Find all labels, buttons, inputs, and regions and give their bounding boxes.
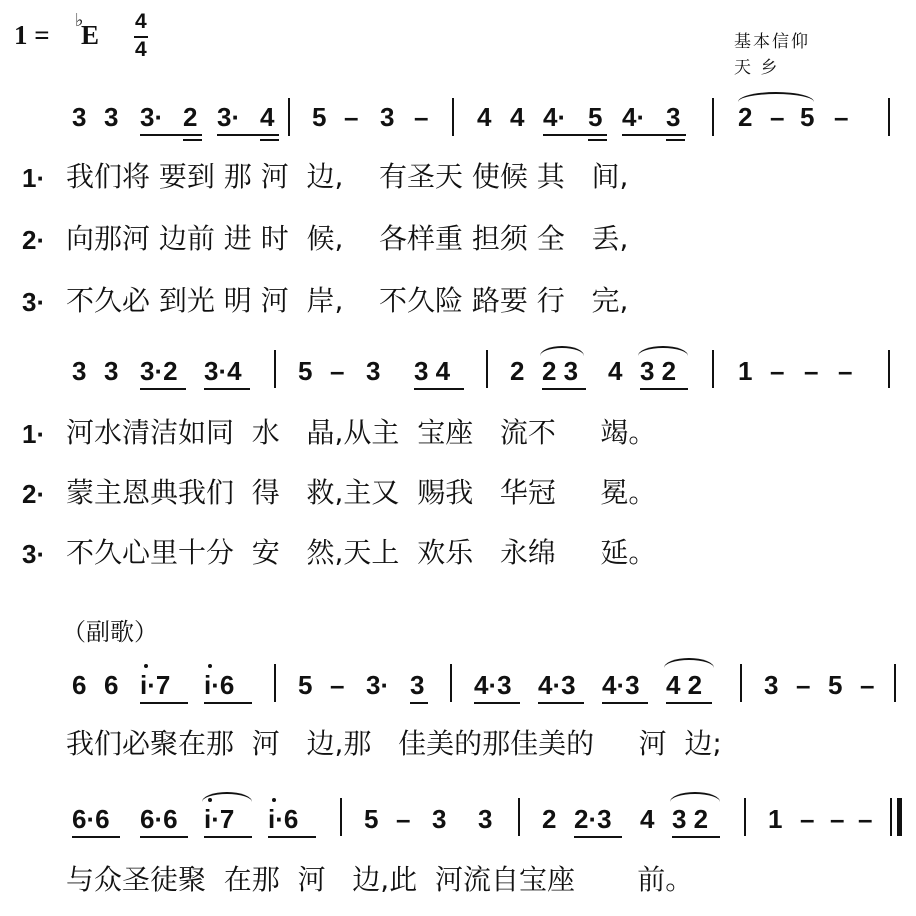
high-octave-dot — [208, 664, 212, 668]
underline-half — [183, 139, 202, 141]
verse-number: 1· — [22, 163, 46, 193]
note: 4· — [622, 102, 646, 132]
chorus-lyric-line: 与众圣徒聚 在那 河 边,此 河流自宝座 前。 — [66, 863, 694, 896]
note: 5 — [364, 804, 379, 834]
bar-line — [518, 798, 520, 836]
underline-beat — [666, 702, 712, 704]
slur-arc — [670, 792, 720, 802]
verse-number: 1· — [22, 419, 46, 449]
lyric-line: 向那河 边前 进 时 候, 各样重 担须 全 丢, — [66, 222, 629, 255]
underline-beat — [140, 134, 202, 136]
bar-line — [888, 350, 890, 388]
note: 6 — [72, 670, 87, 700]
key-signature-prefix: 1 = — [14, 20, 50, 50]
chorus-lyric-line: 我们必聚在那 河 边,那 佳美的那佳美的 河 边; — [66, 727, 722, 760]
dash: – — [800, 804, 815, 834]
dash: – — [858, 804, 873, 834]
underline-beat — [474, 702, 520, 704]
underline-beat — [640, 388, 688, 390]
dash: – — [796, 670, 811, 700]
time-signature-top: 4 — [135, 10, 147, 33]
underline-beat — [542, 388, 586, 390]
dash: – — [804, 356, 819, 386]
note: 2 — [738, 102, 753, 132]
lyric-line: 我们将 要到 那 河 边, 有圣天 使候 其 间, — [66, 160, 629, 193]
underline-beat — [268, 836, 316, 838]
underline-beat — [140, 836, 188, 838]
note: 3 — [72, 102, 87, 132]
note: 3· — [217, 102, 241, 132]
dash: – — [330, 356, 345, 386]
bar-line — [712, 98, 714, 136]
underline-beat — [602, 702, 648, 704]
note: 4 — [608, 356, 623, 386]
note: 5 — [588, 102, 603, 132]
lyric-line: 不久心里十分 安 然,天上 欢乐 永绵 延。 — [66, 536, 657, 569]
bar-line — [744, 798, 746, 836]
note: 3 — [666, 102, 681, 132]
time-signature-bottom: 4 — [135, 38, 147, 61]
note-group: 3 2 — [640, 356, 677, 386]
note-group: 2·3 — [574, 804, 612, 834]
underline-beat — [672, 836, 720, 838]
high-octave-dot — [144, 664, 148, 668]
note: 4 — [510, 102, 525, 132]
dash: – — [414, 102, 429, 132]
note-group: i·7 — [204, 804, 235, 834]
note: 4 — [260, 102, 275, 132]
slur-arc — [540, 346, 584, 356]
note: 3 — [104, 102, 119, 132]
underline-beat — [72, 836, 120, 838]
underline-half — [410, 702, 428, 704]
note-group: 4·3 — [474, 670, 512, 700]
underline-beat — [574, 836, 622, 838]
underline-beat — [217, 134, 279, 136]
bar-line — [288, 98, 290, 136]
note: 3 — [72, 356, 87, 386]
underline-beat — [414, 388, 464, 390]
dash: – — [396, 804, 411, 834]
bar-line — [450, 664, 452, 702]
note-group: 6·6 — [140, 804, 178, 834]
dash: – — [838, 356, 853, 386]
final-bar-thick — [897, 798, 902, 836]
high-octave-dot — [208, 798, 212, 802]
note-group: i·6 — [204, 670, 235, 700]
bar-line — [712, 350, 714, 388]
note-group: 3·4 — [204, 356, 242, 386]
dash: – — [770, 102, 785, 132]
verse-number: 3· — [22, 287, 46, 317]
note-group: 3·2 — [140, 356, 178, 386]
dash: – — [330, 670, 345, 700]
note-group: 4 2 — [666, 670, 703, 700]
note: 1 — [768, 804, 783, 834]
note: 3 — [104, 356, 119, 386]
key-note: E — [81, 20, 100, 50]
bar-line — [486, 350, 488, 388]
note: 2 — [510, 356, 525, 386]
chorus-label: （副歌） — [62, 618, 158, 646]
note: 3 — [380, 102, 395, 132]
flat-symbol: ♭ — [75, 10, 84, 31]
underline-half — [666, 139, 685, 141]
underline-beat — [622, 134, 686, 136]
underline-beat — [204, 836, 252, 838]
lyric-line: 不久必 到光 明 河 岸, 不久险 路要 行 完, — [66, 284, 629, 317]
dash: – — [860, 670, 875, 700]
note: 5 — [298, 670, 313, 700]
tie-arc — [738, 92, 814, 102]
note: 3 — [764, 670, 779, 700]
note: 2 — [542, 804, 557, 834]
note: 4· — [543, 102, 567, 132]
underline-half — [260, 139, 279, 141]
underline-beat — [204, 388, 250, 390]
bar-line — [274, 664, 276, 702]
underline-beat — [140, 388, 186, 390]
note: 3 — [366, 356, 381, 386]
note: 3· — [140, 102, 164, 132]
bar-line — [894, 664, 896, 702]
verse-number: 3· — [22, 539, 46, 569]
note: 3 — [432, 804, 447, 834]
bar-line — [888, 98, 890, 136]
verse-number: 2· — [22, 479, 46, 509]
note-group: 4·3 — [602, 670, 640, 700]
bar-line — [740, 664, 742, 702]
note: 5 — [298, 356, 313, 386]
note: 3 — [410, 670, 425, 700]
high-octave-dot — [272, 798, 276, 802]
note-group: i·7 — [140, 670, 171, 700]
note-group: 3 2 — [672, 804, 709, 834]
note: 5 — [800, 102, 815, 132]
underline-half — [588, 139, 607, 141]
slur-arc — [638, 346, 688, 356]
note: 2 — [183, 102, 198, 132]
note-group: 4·3 — [538, 670, 576, 700]
credit-category: 基本信仰 — [734, 32, 810, 52]
underline-beat — [204, 702, 252, 704]
dash: – — [830, 804, 845, 834]
underline-beat — [538, 702, 584, 704]
note: 4 — [640, 804, 655, 834]
underline-beat — [543, 134, 607, 136]
dash: – — [344, 102, 359, 132]
credit-subcategory: 天 乡 — [734, 58, 780, 78]
dash: – — [834, 102, 849, 132]
bar-line — [340, 798, 342, 836]
note-group: i·6 — [268, 804, 299, 834]
note: 1 — [738, 356, 753, 386]
note: 4 — [477, 102, 492, 132]
note: 6 — [104, 670, 119, 700]
lyric-line: 河水清洁如同 水 晶,从主 宝座 流不 竭。 — [66, 416, 657, 449]
verse-number: 2· — [22, 225, 46, 255]
note-group: 2 3 — [542, 356, 579, 386]
note: 3· — [366, 670, 390, 700]
bar-line — [274, 350, 276, 388]
note: 5 — [312, 102, 327, 132]
final-bar-thin — [890, 798, 892, 836]
note-group: 3 4 — [414, 356, 451, 386]
note: 5 — [828, 670, 843, 700]
underline-beat — [140, 702, 188, 704]
lyric-line: 蒙主恩典我们 得 救,主又 赐我 华冠 冕。 — [66, 476, 657, 509]
dash: – — [770, 356, 785, 386]
slur-arc — [664, 658, 714, 668]
bar-line — [452, 98, 454, 136]
note-group: 6·6 — [72, 804, 110, 834]
note: 3 — [478, 804, 493, 834]
